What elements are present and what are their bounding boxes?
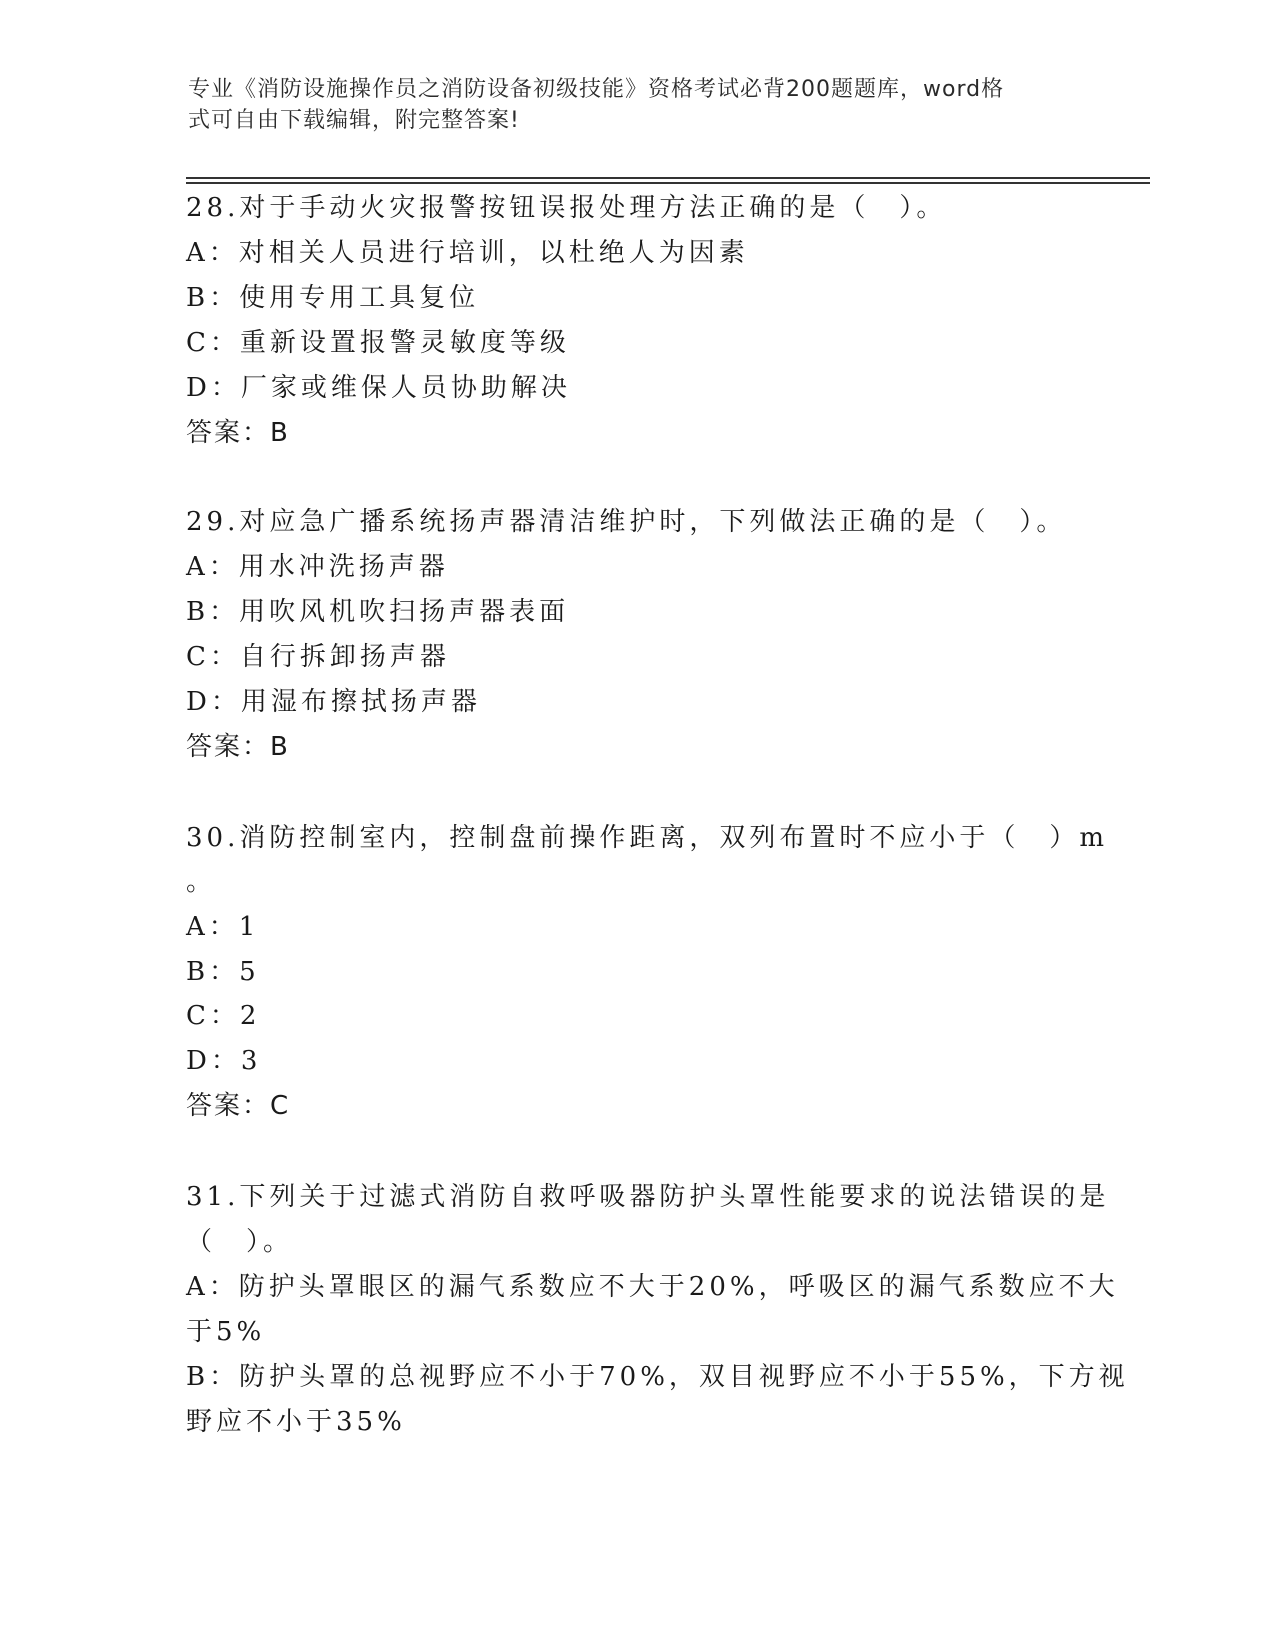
question-31-option-b-cont: 野应不小于35%	[186, 1407, 406, 1437]
document-header	[188, 74, 1088, 136]
question-28-option-c: C：重新设置报警灵敏度等级	[186, 328, 570, 358]
question-30-option-a: A：1	[186, 912, 260, 942]
question-31-stem-cont: （ ）。	[186, 1227, 294, 1257]
question-29-stem: 29.对应急广播系统扬声器清洁维护时，下列做法正确的是（ ）。	[186, 507, 1067, 537]
question-29-option-c: C：自行拆卸扬声器	[186, 642, 450, 672]
question-28-option-d: D：厂家或维保人员协助解决	[186, 373, 571, 403]
question-28-option-a: A：对相关人员进行培训，以杜绝人为因素	[186, 238, 749, 268]
question-28-answer: 答案：B	[186, 418, 290, 448]
question-29-option-b: B：用吹风机吹扫扬声器表面	[186, 597, 570, 627]
header-divider-bottom	[186, 182, 1150, 184]
question-31-option-a-cont: 于5%	[186, 1317, 266, 1347]
question-29-option-a: A：用水冲洗扬声器	[186, 552, 449, 582]
question-30-option-b: B：5	[186, 957, 260, 987]
question-29-answer: 答案：B	[186, 732, 290, 762]
header-divider-top	[186, 177, 1150, 179]
header-line-1: 专业《消防设施操作员之消防设备初级技能》资格考试必背200题题库，word格	[188, 77, 1005, 102]
question-30-stem: 30.消防控制室内，控制盘前操作距离，双列布置时不应小于（ ）m	[186, 823, 1109, 853]
header-line-2: 式可自由下载编辑，附完整答案!	[188, 108, 520, 133]
question-30-answer: 答案：C	[186, 1091, 291, 1121]
question-31-stem: 31.下列关于过滤式消防自救呼吸器防护头罩性能要求的说法错误的是	[186, 1182, 1110, 1212]
question-28-stem: 28.对于手动火灾报警按钮误报处理方法正确的是（ ）。	[186, 193, 947, 223]
question-29-option-d: D：用湿布擦拭扬声器	[186, 687, 481, 717]
question-28-option-b: B：使用专用工具复位	[186, 283, 480, 313]
question-30-stem-cont: 。	[186, 867, 217, 897]
question-31-option-b: B：防护头罩的总视野应不小于70%，双目视野应不小于55%，下方视	[186, 1362, 1129, 1392]
question-30-option-d: D：3	[186, 1046, 262, 1076]
question-31-option-a: A：防护头罩眼区的漏气系数应不大于20%，呼吸区的漏气系数应不大	[186, 1272, 1119, 1302]
question-30-option-c: C：2	[186, 1001, 261, 1031]
